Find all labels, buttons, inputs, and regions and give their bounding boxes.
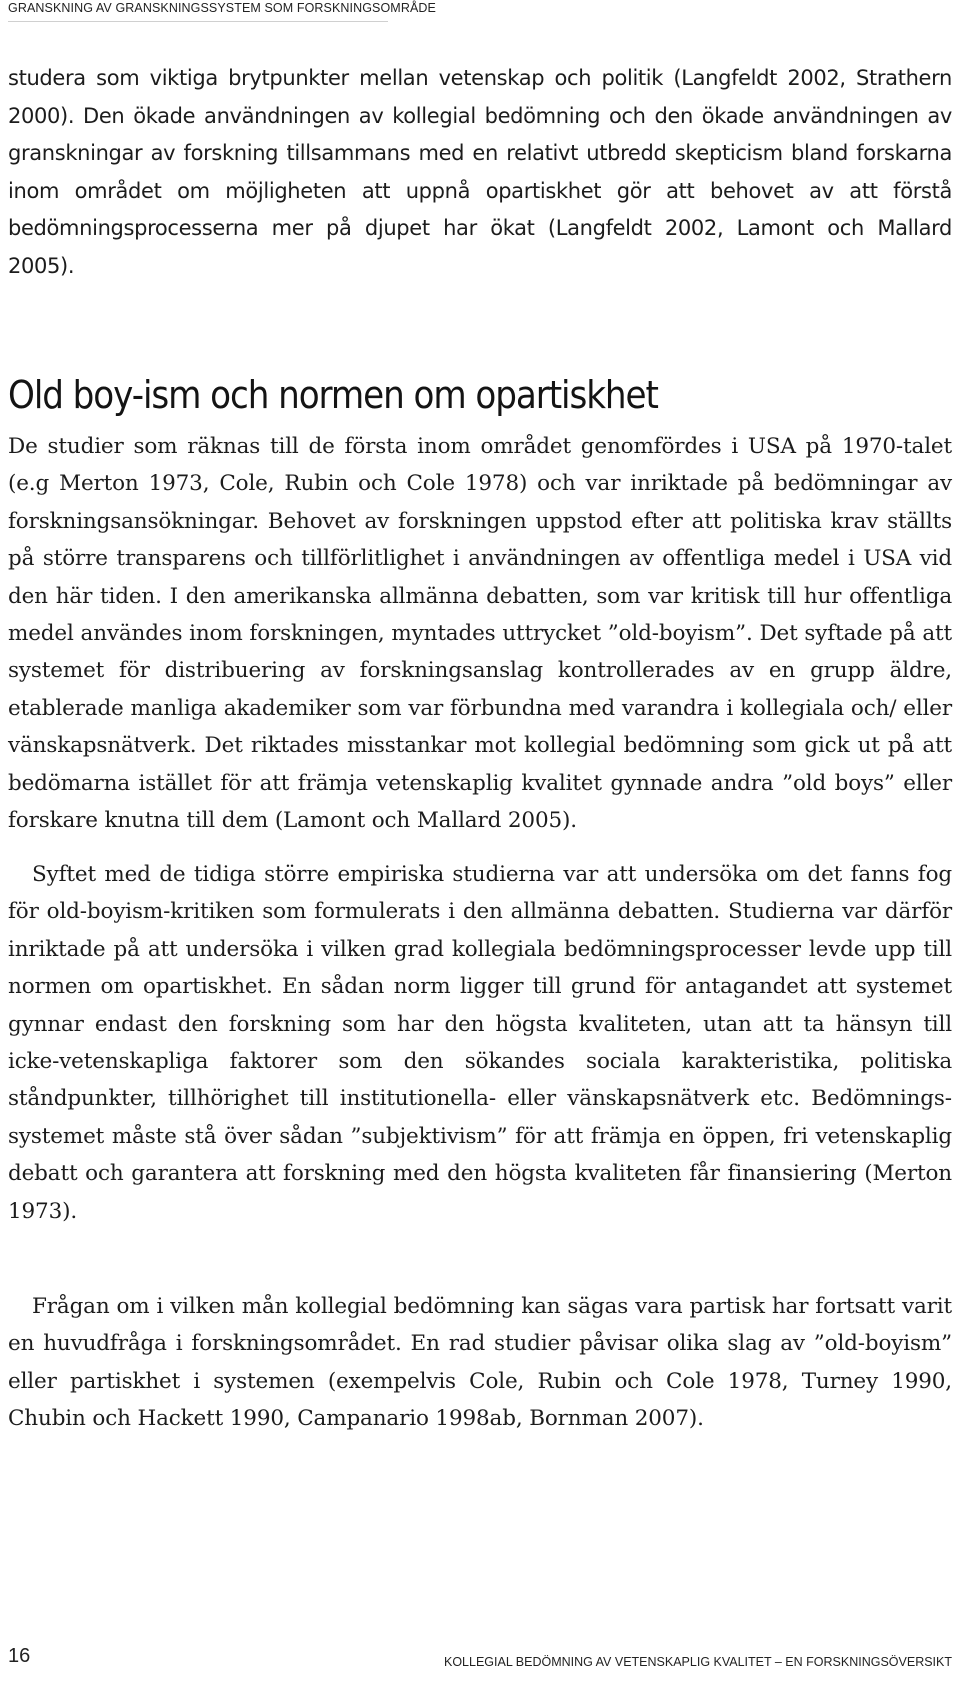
page-number: 16: [8, 1645, 31, 1667]
intro-paragraph: studera som viktiga brytpunkter mellan vetenskap och politik (Langfeldt 2002, Strathern 2000). Den ökade användningen av kollegial bedömning och den ökade användningen av granskningar av forskning tillsammans med en relativt utbredd skepticism bland forskarna inom området om möjligheten att uppnå opartiskhet gör att behovet av att förstå bedömningsprocesserna mer på djupet har ökat (Langfeldt 2002, Lamont och Mallard 2005).: [8, 66, 952, 278]
section-heading: Old boy-ism och normen om opartiskhet: [8, 373, 658, 417]
running-header-title: GRANSKNING AV GRANSKNINGSSYSTEM SOM FORSKNINGSOMRÅDE: [8, 1, 436, 15]
section-paragraph-1: De studier som räknas till de första inom området genomfördes i USA på 1970-talet (e.g Merton 1973, Cole, Rubin och Cole 1978) och var inriktade på bedömningar av forskningsansökningar. Behovet av forskningen uppstod efter att politiska krav ställts på större transparens och tillförlitlighet i användningen av offentliga medel i USA vid den här tiden. I den amerikanska allmänna debatten, som var kritisk till hur offentliga medel användes inom forskningen, myntades uttrycket ”old-boyism”. Det syftade på att systemet för distribuering av forskningsanslag kontrollerades av en grupp äldre, etablerade manliga akademiker som var förbundna med varandra i kollegiala och/ eller vänskapsnätverk. Det riktades misstankar mot kollegial bedömning som gick ut på att bedömarna istället för att främja vetenskaplig kvalitet gynnade andra ”old boys” eller forskare knutna till dem (Lamont och Mallard 2005).: [8, 434, 952, 834]
running-header: [8, 1, 436, 15]
section-paragraph-2: Syftet med de tidiga större empiriska studierna var att undersöka om det fanns fog för old-boyism-kritiken som formulerats i den allmänna debatten. Studierna var därför inriktade på att undersöka i vilken grad kollegiala bedömningsprocesser levde upp till normen om opartiskhet. En sådan norm ligger till grund för antagandet att systemet gynnar endast den forskning som har den högsta kvaliteten, utan att ta hänsyn till icke-vetenskapliga faktorer som den sökandes sociala karakteristika, politiska ståndpunkter, tillhörighet till institutionella- eller vänskapsnätverk etc. Bedömningssystemet måste stå över sådan ”subjektivism” för att främja en öppen, fri vetenskaplig debatt och garantera att forskning med den högsta kvaliteten får finansiering (Merton 1973).: [8, 862, 952, 1224]
running-footer-title: KOLLEGIAL BEDÖMNING AV VETENSKAPLIG KVALITET – EN FORSKNINGSÖVERSIKT: [443, 1655, 952, 1669]
header-rule: [8, 21, 388, 22]
section-paragraph-3: Frågan om i vilken mån kollegial bedömning kan sägas vara partisk har fortsatt varit en huvudfråga i forskningsområdet. En rad studier påvisar olika slag av ”old-boyism” eller partiskhet i systemen (exempelvis Cole, Rubin och Cole 1978, Turney 1990, Chubin och Hackett 1990, Campanario 1998ab, Bornman 2007).: [8, 1294, 952, 1432]
